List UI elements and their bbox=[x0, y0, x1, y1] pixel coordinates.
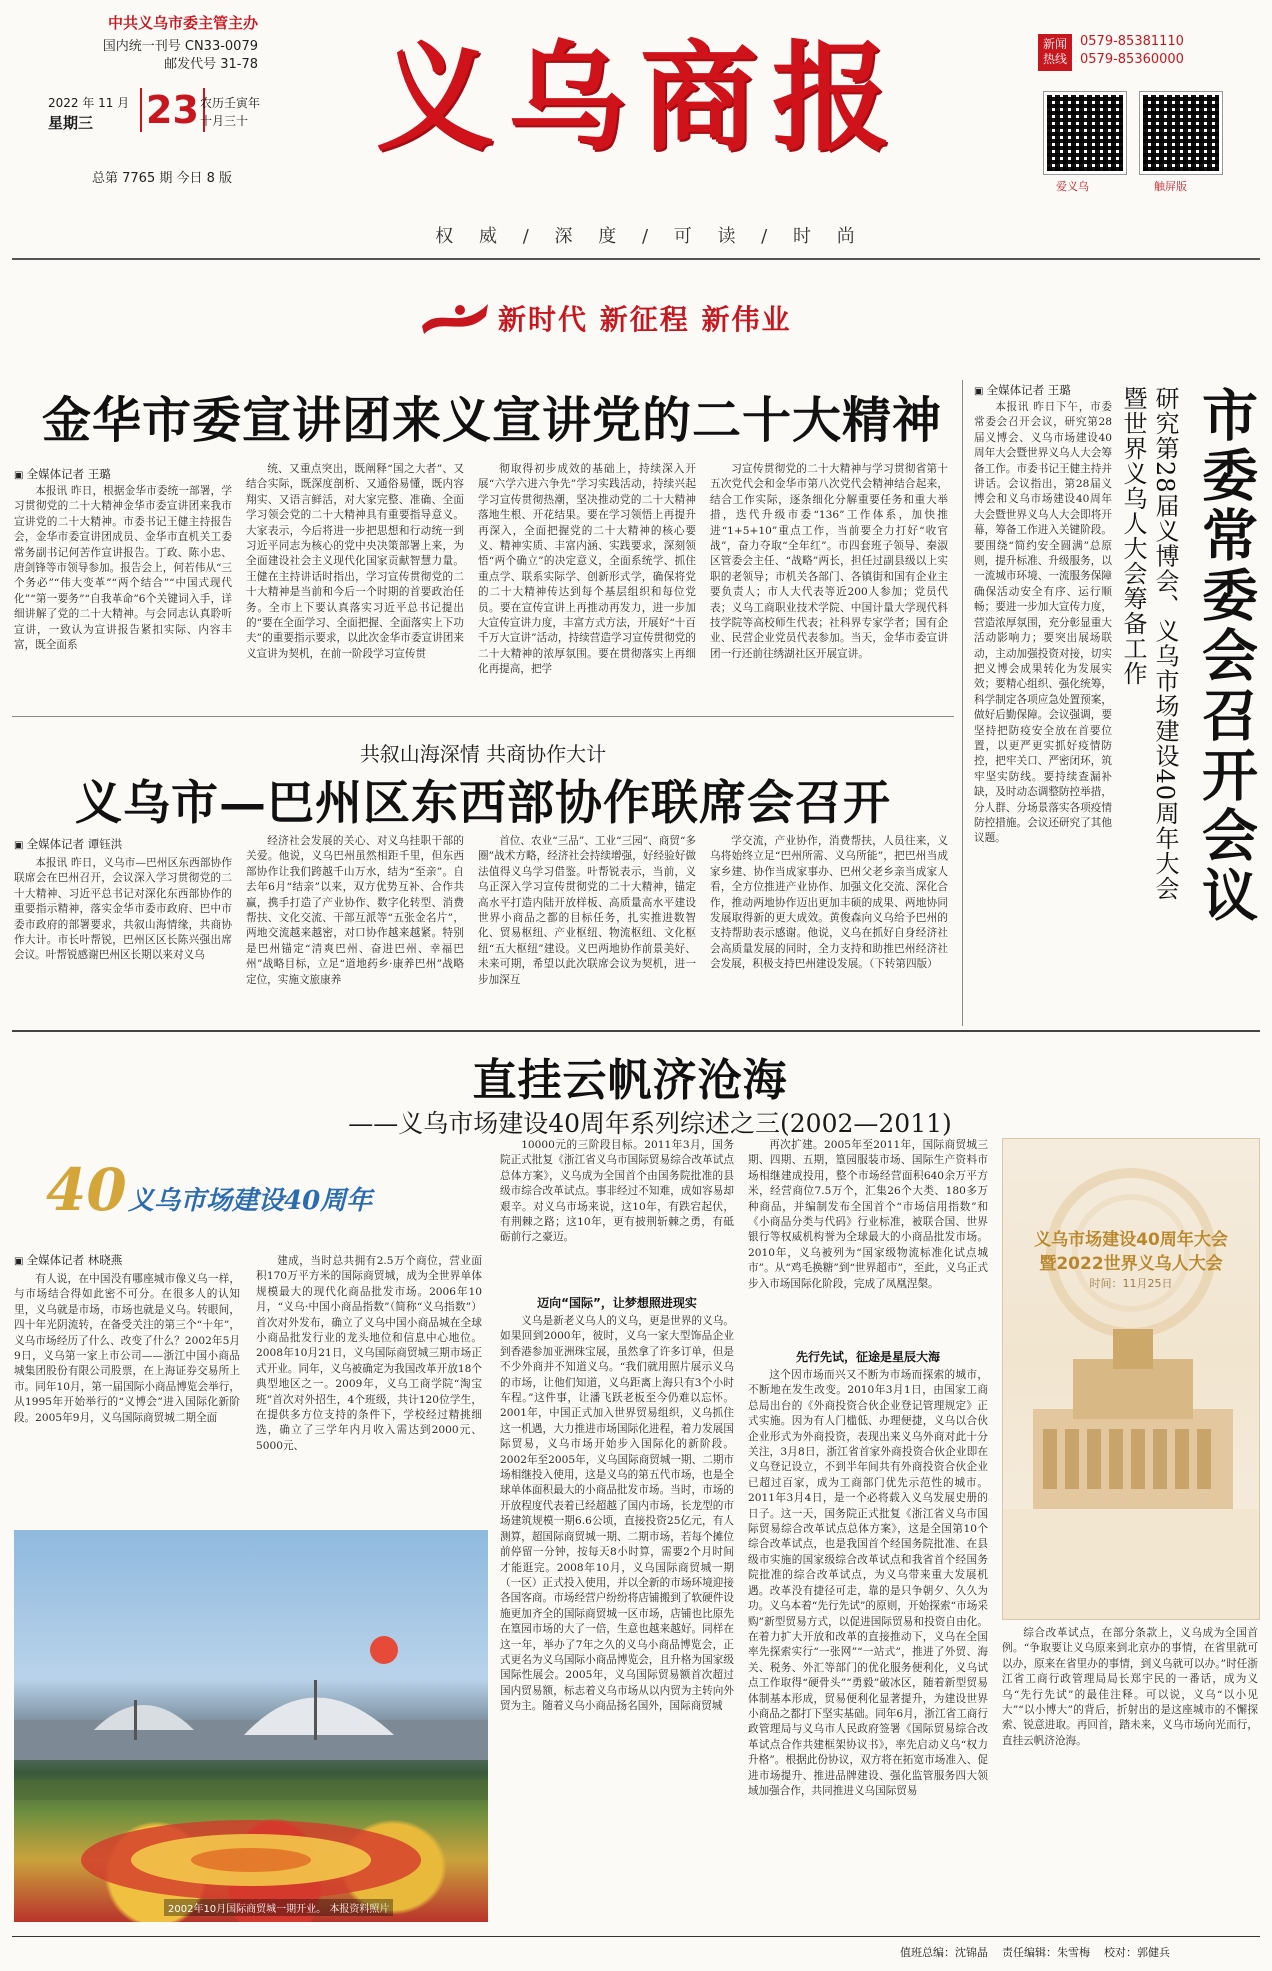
market-opening-photo bbox=[14, 1530, 488, 1922]
hotline-label-1: 新闻 bbox=[1042, 37, 1067, 51]
qr-code-app[interactable] bbox=[1044, 92, 1126, 174]
footer-rule bbox=[12, 1936, 1260, 1937]
qr-caption-app: 爱义乌 bbox=[1056, 180, 1089, 193]
hotline-badge bbox=[1038, 34, 1072, 71]
article-1-col-1 bbox=[14, 484, 232, 704]
phone-1: 0579-85381110 bbox=[1080, 34, 1184, 49]
theme-banner-text: 新时代 新征程 新伟业 bbox=[498, 303, 792, 336]
article-1-col-3 bbox=[478, 462, 696, 704]
article-3-col-2-text: 经济社会发展的关心、对义乌挂职干部的关爱。他说，义乌巴州虽然相距千里，但东西部协作让我们跨越千山万水，结为“至亲”。自去年6月“结亲”以来，双方优势互补、合作共赢，携手打造了产业协作、数字化转型、消费帮扶、文化交流、干部互派等“五张金名片”，两地交流越来越密，对口协作越来越紧。特别是巴州锚定“清爽巴州、奋进巴州、幸福巴州”战略目标，立足“道地药乡·康养巴州”战略定位，实施文旅康养 bbox=[246, 835, 464, 986]
slogan: 权 威 / 深 度 / 可 读 / 时 尚 bbox=[435, 226, 865, 247]
article-4-col-3-text: 10000元的三阶段目标。2011年3月，国务院正式批复《浙江省义乌市国际贸易综合改革试点总体方案》，义乌成为全国首个由国务院批准的县级市综合改革试点。事非经过不知难，成如容易却艰辛。对义乌市场来说，这10年，有跌宕起伏，有荆棘之路；这10年，更有披荆斩棘之勇，有砥砺前行之豪迈。 bbox=[500, 1139, 734, 1244]
footer-proof-label: 校对： bbox=[1104, 1946, 1137, 1959]
date-year-month: 2022 年 11 月 bbox=[48, 96, 130, 110]
article-4-byline: ▣ 全媒体记者 林晓燕 bbox=[14, 1252, 122, 1268]
article-4-col-2-text: 建成，当时总共拥有2.5万个商位，营业面积170万平方米的国际商贸城，成为全世界单体规模最大的现代化商品批发市场。2006年10月，“义乌·中国小商品指数”（简称“义乌指数”）首次对外发布，确立了义乌中国小商品城在全球小商品批发行业的龙头地位和信息中心地位。2008年10月21日，义乌国际商贸城三期市场正式开业。同年，义乌被确定为我国改革开放18个典型地区之一。2009年，义乌工商学院“淘宝班”首次对外招生，4个班级，共计120位学生，在提供多方位支持的条件下，学校经过精挑细选，确立了三学年内月收入需达到2000元、5000元、 bbox=[256, 1255, 482, 1452]
footer-resp-label: 责任编辑： bbox=[1002, 1946, 1057, 1959]
article-1-byline: ▣ 全媒体记者 王璐 bbox=[14, 466, 111, 482]
article-2-subtitle-1: 研究第28届义博会、义乌市场建设40周年大会 bbox=[1151, 386, 1179, 902]
issn: 国内统一刊号 CN33-0079 bbox=[102, 39, 258, 54]
article-4-col-4b-text: 这个因市场而兴又不断为市场而探索的城市，不断地在发生改变。2010年3月1日，由国家工商总局出台的《外商投资合伙企业登记管理规定》正式实施。因为有人门槛低、办理便捷，义乌以合伙企业形式为外商投资，表现出来义乌外商对此十分关注，3月8日，浙江省首家外商投资合伙企业即在义乌登记设立，不到半年间共有外商投资合伙企业已超过百家，成为工商部门优先示范性的城市。2011年3月4日，是一个必将载入义乌发展史册的日子。这一天，国务院正式批复《浙江省义乌市国际贸易综合改革试点总体方案》，这是全国第10个综合改革试点，也是我国首个经国务院批准、在县级市实施的国家级综合改革试点和我省首个经国务院批准的综合改革试点，为义乌带来重大发展机遇。改革没有捷径可走，靠的是只争朝夕、久久为功。义乌本着“先行先试”的原则，开始探索“市场采购”新型贸易方式，以促进国际贸易和投资自由化。在着力扩大开放和改革的直接推动下，义乌在全国率先探索实行“一张网”“一站式”，推进了外贸、海关、税务、外汇等部门的优化服务便利化，义乌试点工作取得“硬骨头”“勇毅”破冰区，随着新型贸易体制基本形成，贸易便利化显著提升，为建设世界小商品之都打下坚实基础。同年6月，浙江省工商行政管理局与义乌市人民政府签署《国际贸易综合改革试点合作共建框架协议书》，率先启动义乌“权力升格”。根据此份协议，双方将在拓宽市场准入、促进市场提升、推进品牌建设、强化监管服务四大领域加强合作，共同推进义乌国际贸易 bbox=[748, 1369, 988, 1797]
article-1-col-4 bbox=[710, 462, 948, 704]
article-4-col-2 bbox=[256, 1254, 482, 1512]
ad-title-2: 暨2022世界义乌人大会 bbox=[1039, 1254, 1223, 1274]
article-4-col-5 bbox=[1002, 1626, 1258, 1754]
upper-section-rule bbox=[12, 1030, 1260, 1032]
article-4-subtitle: ——义乌市场建设40周年系列综述之三(2002—2011) bbox=[348, 1109, 952, 1138]
lunar-year: 农历壬寅年 bbox=[200, 96, 261, 110]
weekday: 星期三 bbox=[48, 114, 94, 132]
article-2-body-text: 本报讯 昨日下午，市委常委会召开会议，研究第28届义博会、义乌市场建设40周年大会暨世界义乌人大会筹备工作。市委书记王健主持并讲话。会议指出，第28届义博会和义乌市场建设40周年大会暨世界义乌人大会即将开幕，筹备工作进入关键阶段。要围绕“简约安全圆满”总原则，提升标准、升级服务，以一流城市环境、一流服务保障确保活动安全有序、运行顺畅；要进一步加大宣传力度，营造浓厚氛围，充分彰显重大活动影响力；要突出展场联动，主动加强投资对接，切实把义博会成果转化为发展实效；要精心组织、强化统筹，科学制定各项应急处置预案，做好后勤保障。会议强调，要坚持把防疫安全放在首要位置，以更严更实抓好疫情防控，把牢关口、严密闭环，筑牢坚实防线。要持续查漏补缺，及时动态调整防控举措，分人群、分场景落实各项疫情防控措施。会议还研究了其他议题。 bbox=[974, 401, 1112, 845]
article-1-col-4-text: 习宣传贯彻党的二十大精神与学习贯彻省第十五次党代会和金华市第八次党代会精神结合起来，结合工作实际，逐条细化分解重要任务和重大举措，迭代升级市委“136”工作体系，加快推进“1+5+10”重点工作，当前要全力打好“收官战”，奋力夺取“全年红”。市四套班子领导、秦淑区管委会主任、“战略”两长，担任过副县级以上实职的老领导；市机关各部门、各镇街和国有企业主要负责人；市人大代表等近200人参加；党员代表；义乌工商职业技术学院、中国计量大学现代科技学院等高校师生代表；社科界专家学者；国有企业、民营企业党员代表参加。当天，金华市委宣讲团一行还前往绣湖社区开展宣讲。 bbox=[710, 463, 948, 660]
photo-scene bbox=[14, 1530, 488, 1922]
article-4-col-4b bbox=[748, 1368, 988, 1914]
article-3-col-1-text: 本报讯 昨日，义乌市—巴州区东西部协作联席会在巴州召开，会议深入学习贯彻党的二十大精神、习近平总书记对深化东西部协作的重要指示精神，落实金华市委市政府、巴中市委市政府的部署要求，共叙山海情缘，共商协作大计。市长叶帮锐，巴州区区长陈兴强出席会议。叶帮锐感谢巴州区长期以来对义乌 bbox=[14, 857, 232, 962]
article-4-col-3b bbox=[500, 1314, 734, 1914]
right-column-divider bbox=[962, 380, 963, 1026]
article-3-col-1 bbox=[14, 856, 232, 1016]
lunar-day: 十月三十 bbox=[200, 114, 249, 128]
footer-proof: 郭健兵 bbox=[1137, 1946, 1170, 1959]
anniversary-logo-text: 义乌市场建设40周年 bbox=[128, 1186, 373, 1216]
article-4-col-1 bbox=[14, 1272, 240, 1512]
hotline-label-2: 热线 bbox=[1042, 52, 1067, 66]
article-4-col-4-text: 再次扩建。2005年至2011年，国际商贸城三期、四期、五期，篁园服装市场、国际生产资料市场相继建成投用，整个市场经营面积640余万平方米，经营商位7.5万个，汇集26个大类、180多万种商品，并编制发布全国首个“市场信用指数”和《小商品分类与代码》行业标准，被联合国、世界银行等权威机构誉为全球最大的小商品批发市场。2010年，义乌被列为“国家级物流标准化试点城市”。从“鸡毛换糖”到“世界超市”，至此，义乌正式步入市场国际化阶段，完成了凤凰涅槃。 bbox=[748, 1139, 988, 1290]
brand-logo: 义乌商报 bbox=[375, 28, 904, 167]
masthead-left-info bbox=[28, 14, 258, 74]
article-1-rule bbox=[12, 716, 954, 717]
article-3-col-3 bbox=[478, 834, 696, 1016]
anniversary-logo bbox=[46, 1156, 466, 1224]
article-4-col-4-subhead: 先行先试，征途是星辰大海 bbox=[795, 1350, 940, 1364]
anniversary-logo-number: 40 bbox=[46, 1156, 127, 1224]
article-2-headline: 市委常委会召开会议 bbox=[1193, 386, 1259, 926]
footer-editor-label: 值班总编： bbox=[900, 1946, 955, 1959]
article-4-col-4 bbox=[748, 1138, 988, 1344]
article-2-subtitle-2: 暨世界义乌人大会筹备工作 bbox=[1119, 386, 1147, 686]
article-4-headline: 直挂云帆济沧海 bbox=[472, 1055, 788, 1106]
article-4-col-1-text: 有人说，在中国没有哪座城市像义乌一样，与市场结合得如此密不可分。在很多人的认知里，义乌就是市场，市场也就是义乌。转眼间，四十年光阴流转，在备受关注的第三个“十年”，义乌市场经历了什么、改变了什么？2002年5月9日，义乌第一家上市公司——浙江中国小商品城集团股份有限公司股票，在上海证券交易所上市。同年10月，第一届国际小商品博览会举行，从1995年开始举行的“义博会”进入国际化新阶段。2005年9月，义乌国际商贸城二期全面 bbox=[14, 1273, 240, 1424]
article-1-headline: 金华市委宣讲团来义宣讲党的二十大精神 bbox=[41, 391, 942, 449]
qr-caption-mobile: 触屏版 bbox=[1154, 180, 1187, 193]
postal-code: 邮发代号 31-78 bbox=[164, 57, 258, 72]
article-1-col-3-text: 彻取得初步成效的基础上，持续深入开展“六学六进六争先”学习实践活动，持续兴起学习宣传贯彻热潮，坚决推动党的二十大精神落地生根、开花结果。要在学习领悟上再提升再深入，全面把握党的二十大精神的核心要义、精神实质、丰富内涵、实践要求，深刻领悟“两个确立”的决定意义，全面系统学、抓住重点学、联系实际学、创新形式学，确保将党的二十大精神传达到每个基层组织和每位党员。要在宣传宣讲上再推动再发力，进一步加大宣传宣讲力度，丰富方式方法，开展好“十百千万大宣讲”活动，持续营造学习宣传贯彻党的二十大精神的浓厚氛围。要在贯彻落实上再细化再提高，把学 bbox=[478, 463, 696, 676]
footer-resp: 朱雪梅 bbox=[1057, 1946, 1090, 1959]
issue-info: 总第 7765 期 今日 8 版 bbox=[92, 171, 233, 186]
article-1-col-2-text: 统、又重点突出，既阐释“国之大者”、又结合实际，既深度剖析、又通俗易懂，既内容翔实、又语言鲜活，对大家完整、准确、全面学习领会党的二十大精神具有重要指导意义。大家表示，今后将进一步把思想和行动统一到习近平同志为核心的党中央决策部署上来，为全面建设社会主义现代化国家贡献智慧力量。王健在主持讲话时指出，学习宣传贯彻党的二十大精神是当前和今后一个时期的首要政治任务。全市上下要认真落实习近平总书记提出的“要在全面学习、全面把握、全面落实上下功夫”的重要指示要求，以此次金华市委宣讲团来义宣讲为契机，在前一阶段学习宣传贯 bbox=[246, 463, 464, 660]
flag-icon bbox=[420, 296, 490, 336]
day-number: 23 bbox=[140, 88, 205, 132]
article-3-col-4-text: 学交流，产业协作，消费帮扶，人员往来，义乌将始终立足“巴州所需、义乌所能”，把巴州当成家乡建、协作当成家事办、巴州父老乡亲当成家人看，全方位推进产业协作、加强文化交流、深化合作，推动两地协作迈出更加丰硕的成果、两地协同发展取得新的更大成效。黄俊森向义乌给予巴州的支持帮助表示感谢。他说，义乌在抓好自身经济社会高质量发展的同时，全力支持和助推巴州经济社会发展，积极支持巴州建设发展。（下转第四版） bbox=[710, 835, 948, 971]
article-3-kicker: 共叙山海深情 共商协作大计 bbox=[359, 742, 607, 766]
phone-2: 0579-85360000 bbox=[1080, 52, 1184, 67]
photo-caption: 2002年10月国际商贸城一期开业。 本报资料照片 bbox=[164, 1899, 393, 1916]
masthead-rule bbox=[12, 258, 1260, 260]
publisher-line: 中共义乌市委主管主办 bbox=[107, 14, 258, 32]
ad-building-illustration bbox=[1003, 1319, 1259, 1619]
article-4-col-3b-text: 义乌是新老义乌人的义乌，更是世界的义乌。如果回到2000年，彼时，义乌一家大型饰品企业到香港参加亚洲珠宝展，虽然拿了许多订单，但是不少外商并不知道义乌。“我们就用照片展示义乌的市场，让他们知道，义乌距离上海只有3个小时车程。”这件事，让潘飞跃老板至今仍难以忘怀。2001年，中国正式加入世界贸易组织，义乌抓住这一机遇，大力推进市场国际化进程，着力发展国际贸易，义乌市场开始步入国际化的新阶段。2002年至2005年，义乌国际商贸城一期、二期市场相继投入使用，这是义乌的第五代市场，也是全球单体面积最大的小商品批发市场。当时，市场的开放程度代表着已经超越了国内市场，长龙型的市场建筑规模一期6.6公顷，直接投资25亿元，有人测算，超国际商贸城一期、二期市场，若每个摊位前停留一分钟，按每天8小时算，需要2个月时间才能逛完。2008年10月，义乌国际商贸城一期（一区）正式投入使用，并以全新的市场环境迎接各国客商。市场经营户纷纷将店铺搬到了软硬件设施更加齐全的国际商贸城一区市场，店铺也比原先在篁园市场的大了一倍，生意也越来越好。同样在这一年，举办了7年之久的义乌小商品博览会，正式更名为义乌国际小商品博览会，且升格为国家级国际性展会。2005年，义乌国际贸易额首次超过国内贸易额，标志着义乌市场从以内贸为主转向外贸为主。随着义乌小商品扬名国外，国际商贸城 bbox=[500, 1315, 734, 1713]
article-4-col-3 bbox=[500, 1138, 734, 1290]
article-3-col-3-text: 首位、农业“三品”、工业“三园”、商贸“多圈”战术方略，经济社会持续增强，好经验好做法值得义乌学习借鉴。叶帮锐表示，当前，义乌正深入学习宣传贯彻党的二十大精神，锚定高水平打造内陆开放样板、高质量高水平建设世界小商品之都的目标任务，扎实推进数智化、贸易枢纽、产业枢纽、物流枢纽、文化枢纽“五大枢纽”建设。义巴两地协作前景美好、未来可期，希望以此次联席会议为契机，进一步加深互 bbox=[478, 835, 696, 986]
article-1-col-1-text: 本报讯 昨日，根据金华市委统一部署，学习贯彻党的二十大精神金华市委宣讲团来我市宣讲党的二十大精神。市委书记王健主持报告会，金华市委宣讲团成员、金华市直机关工委常务副书记何苦作宣讲报告。丁政、陈小忠、唐剑锋等市领导参加。报告会上，何若伟从“三个务必”“伟大变革”“两个结合”“中国式现代化”“第一要务”“自我革命”6个关键词入手，详细讲解了党的二十大精神。与会同志认真聆听宣讲，一致认为宣讲报告紧扣实际、内容丰富，既全面系 bbox=[14, 485, 232, 652]
article-3-headline: 义乌市—巴州区东西部协作联席会召开 bbox=[75, 776, 891, 831]
date-block bbox=[30, 88, 290, 144]
event-ad[interactable] bbox=[1002, 1138, 1260, 1620]
article-3-col-4 bbox=[710, 834, 948, 1016]
theme-banner bbox=[420, 292, 880, 342]
ad-title-1: 义乌市场建设40周年大会 bbox=[1034, 1230, 1228, 1250]
ad-time: 时间：11月25日 bbox=[1089, 1277, 1173, 1290]
footer-credits bbox=[900, 1944, 1170, 1960]
article-2-body bbox=[974, 400, 1112, 1016]
article-3-byline: ▣ 全媒体记者 谭钰洪 bbox=[14, 836, 122, 852]
article-3-col-2 bbox=[246, 834, 464, 1016]
footer-editor: 沈锦晶 bbox=[955, 1946, 988, 1959]
qr-code-mobile[interactable] bbox=[1140, 92, 1222, 174]
article-1-col-2 bbox=[246, 462, 464, 704]
article-4-col-3-subhead: 迈向“国际”，让梦想照进现实 bbox=[537, 1296, 697, 1310]
article-2-byline: ▣ 全媒体记者 王璐 bbox=[974, 382, 1071, 398]
article-4-col-5-text: 综合改革试点，在部分条款上，义乌成为全国首例。“争取要让义乌原来到北京办的事情，在省里就可以办，原来在省里办的事情，到义乌就可以办。”时任浙江省工商行政管理局局长郑宇民的一番话，成为义乌“先行先试”的最佳注释。可以说，义乌“以小见大”“以小博大”的背后，折射出的是这座城市的不懈探索、锐意进取。再回首，踏未来，义乌市场向光而行，直挂云帆济沧海。 bbox=[1002, 1627, 1258, 1747]
